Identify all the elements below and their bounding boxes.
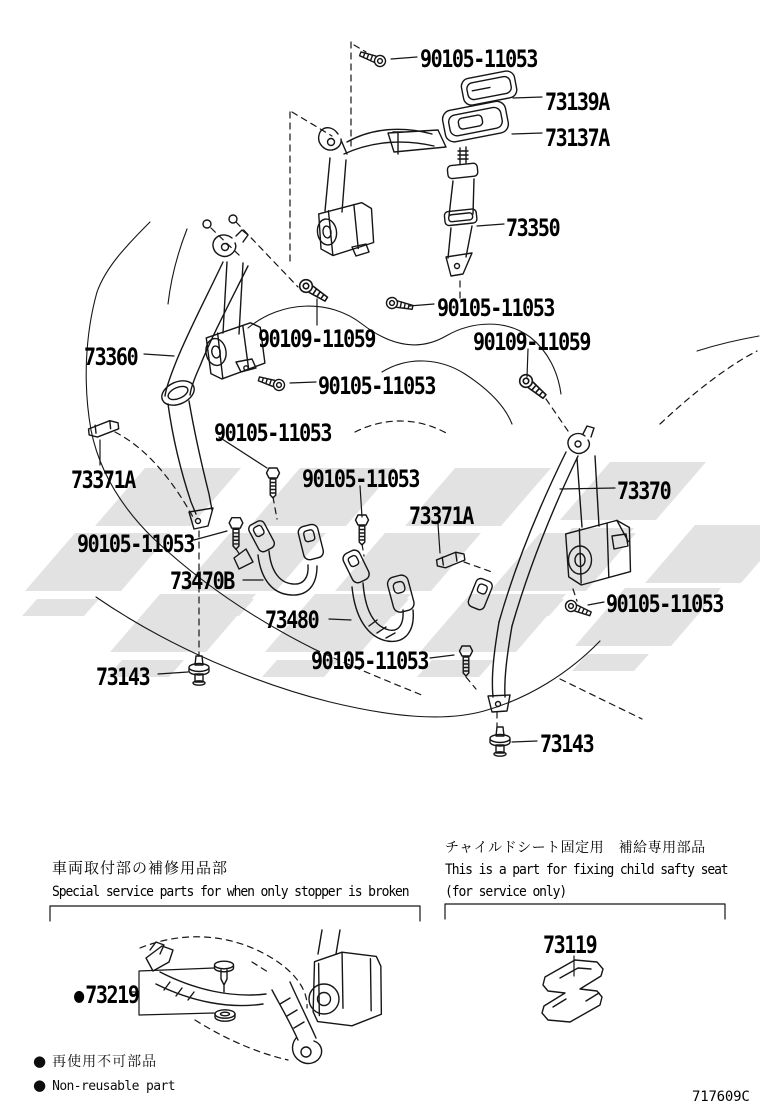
part-label-screw-right-low: 90105-11053 [606, 589, 724, 618]
part-label-retractor-73219: ●73219 [74, 980, 139, 1009]
part-label-belt-73350: 73350 [506, 213, 560, 242]
part-label-stud-left: 90109-11059 [258, 324, 376, 353]
bolt-icon [356, 515, 369, 545]
part-label-clip-73143-left: 73143 [96, 662, 150, 691]
part-label-screw-retractor: 90105-11053 [318, 371, 436, 400]
non-reusable-bullet-icon: ● [33, 1052, 47, 1070]
part-label-screw-bottom-mid: 90105-11053 [311, 646, 429, 675]
legend-non-reusable-jp: ● 再使用不可部品 [33, 1052, 158, 1070]
inset-retractor-drawing [146, 930, 384, 1063]
part-label-screw-center-top: 90105-11053 [214, 418, 332, 447]
clip-pin-icon [490, 727, 510, 756]
part-label-cover-73139a: 73139A [545, 87, 609, 116]
non-reusable-bullet-icon: ● [74, 984, 85, 1008]
part-label-screw-buckle-left: 90105-11053 [77, 529, 195, 558]
part-label-screw-top: 90105-11053 [420, 44, 538, 73]
right-section-title-en-1: This is a part for fixing child safty seat [445, 861, 728, 879]
part-label-clip-73371a-left: 73371A [71, 465, 135, 494]
part-label-belt-73360: 73360 [84, 342, 138, 371]
screw-icon [257, 374, 286, 392]
right-section-title-jp: チャイルドシート固定用 補給専用部品 [445, 840, 706, 856]
clip-73371a-left-drawing [88, 420, 119, 438]
part-label-buckle-73480: 73480 [265, 605, 319, 634]
legend-non-reusable-en: ● Non-reusable part [33, 1076, 175, 1094]
non-reusable-bullet-icon: ● [33, 1076, 47, 1094]
part-label-clip-73143-bottom: 73143 [540, 729, 594, 758]
left-section-title-en: Special service parts for when only stopper is broken [52, 883, 409, 901]
part-label-stud-right: 90109-11059 [473, 327, 591, 356]
section-brackets [50, 904, 725, 921]
stud-bolt-icon [297, 277, 329, 304]
part-label-screw-center-mid: 90105-11053 [302, 464, 420, 493]
stud-bolt-icon [517, 372, 548, 401]
drawing-code: 717609C [692, 1089, 750, 1105]
part-label-screw-mid-right: 90105-11053 [437, 293, 555, 322]
clip-73119-drawing [542, 960, 603, 1022]
anchor-cover-73137a [441, 100, 510, 144]
right-section-title-en-2: (for service only) [445, 883, 567, 901]
belt-73350-drawing [444, 147, 478, 276]
clip-pin-icon [189, 656, 209, 685]
part-label-clip-73371a-right: 73371A [409, 501, 473, 530]
bolt-icon [267, 468, 280, 498]
screw-icon [564, 599, 593, 619]
left-section-title-jp: 車両取付部の補修用品部 [52, 859, 229, 877]
screw-icon [385, 296, 413, 312]
screw-icon [358, 49, 387, 68]
anchor-cover-73139a [460, 70, 518, 107]
part-label-cover-73137a: 73137A [545, 123, 609, 152]
part-label-clip-73119: 73119 [543, 930, 597, 959]
part-label-buckle-73470b: 73470B [170, 566, 234, 595]
part-label-belt-73370: 73370 [617, 476, 671, 505]
